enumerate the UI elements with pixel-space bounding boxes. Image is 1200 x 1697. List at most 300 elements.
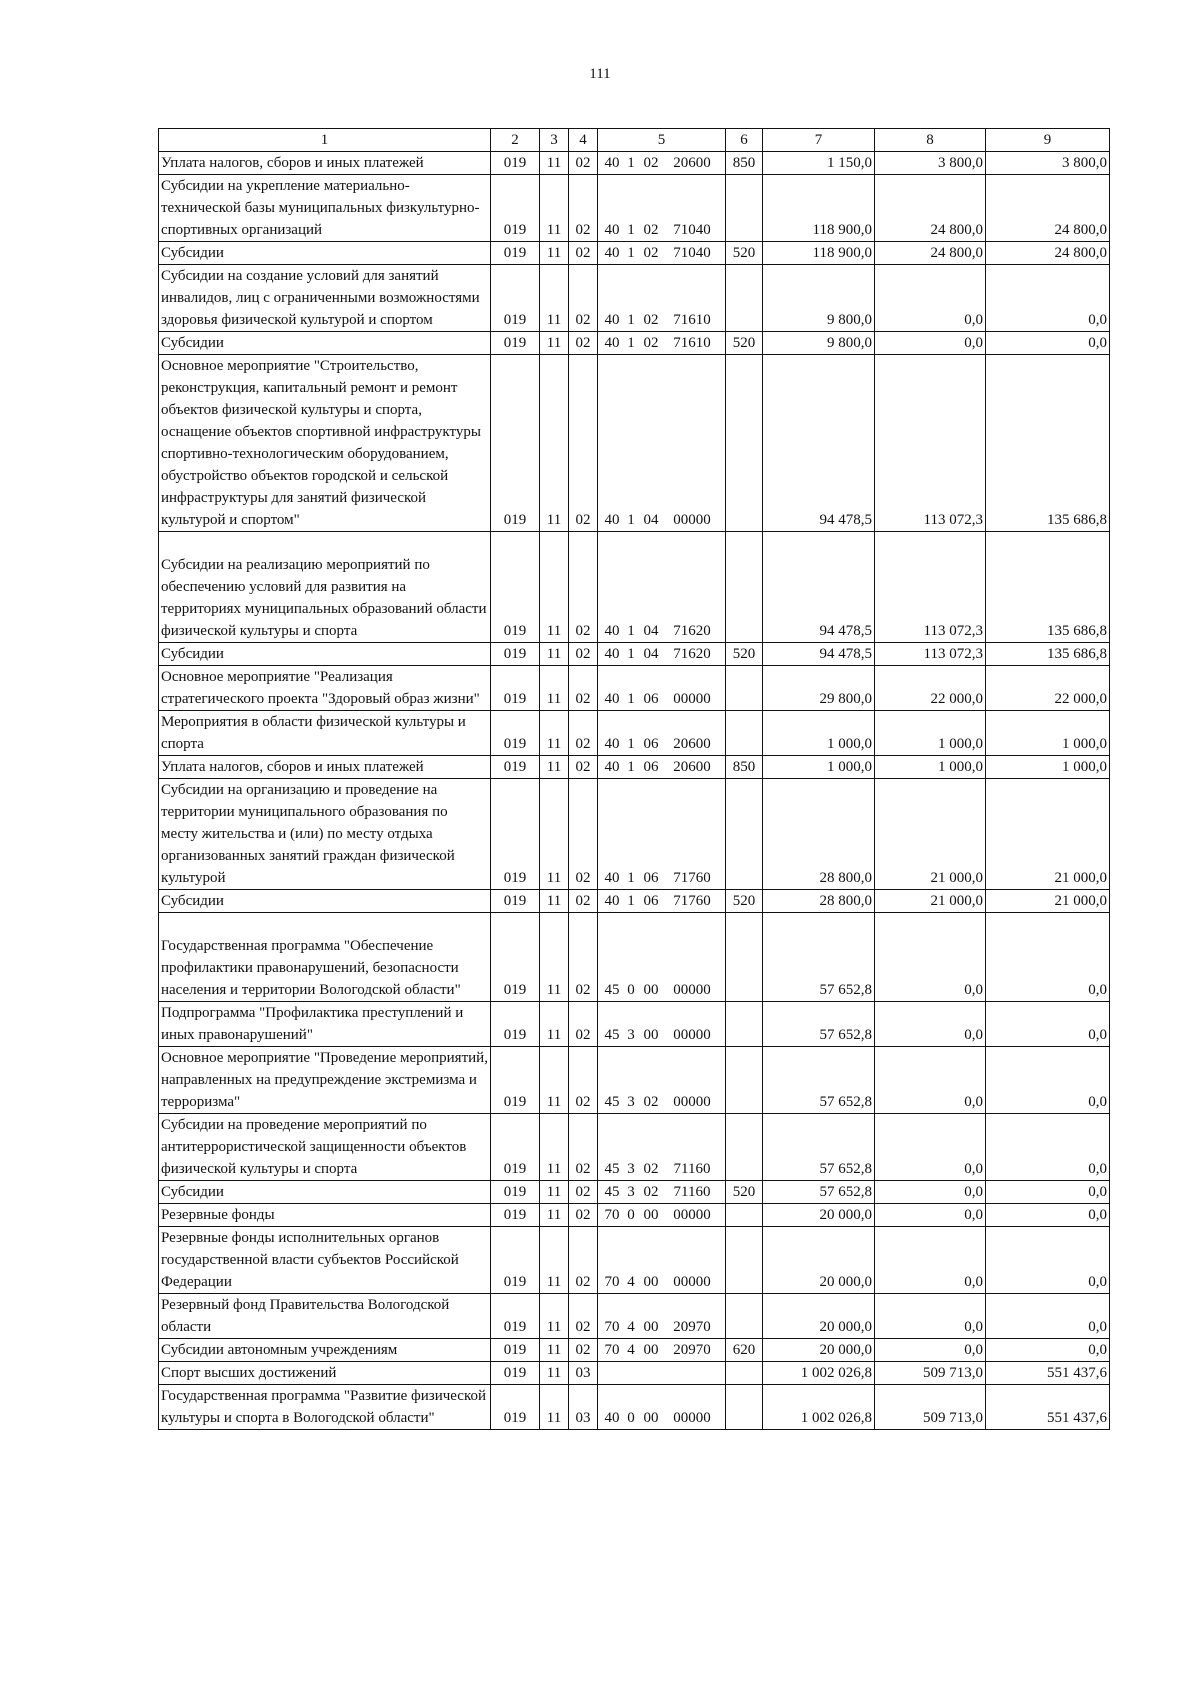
col-9-value: 24 800,0 bbox=[986, 242, 1110, 265]
code-part: 02 bbox=[643, 222, 659, 238]
target-code bbox=[600, 1204, 723, 1226]
col-6-value bbox=[726, 666, 763, 711]
table-row bbox=[159, 175, 1110, 242]
col-3-value: 11 bbox=[540, 643, 569, 666]
col-3-value: 11 bbox=[540, 779, 569, 890]
col-9-value: 0,0 bbox=[986, 913, 1110, 1002]
target-code bbox=[600, 332, 723, 354]
row-name: Уплата налогов, сборов и иных платежей bbox=[159, 756, 491, 779]
col-5-code bbox=[598, 532, 726, 643]
col-4-value: 02 bbox=[569, 265, 598, 332]
col-4-value: 02 bbox=[569, 756, 598, 779]
col-2-value: 019 bbox=[491, 643, 540, 666]
col-4-value: 02 bbox=[569, 152, 598, 175]
col-2-value: 019 bbox=[491, 779, 540, 890]
code-part: 02 bbox=[643, 245, 659, 261]
col-9-value: 1 000,0 bbox=[986, 756, 1110, 779]
code-part: 45 bbox=[604, 1027, 620, 1043]
target-code bbox=[600, 219, 723, 241]
table-row bbox=[159, 890, 1110, 913]
code-part: 06 bbox=[643, 736, 659, 752]
header-row bbox=[159, 129, 1110, 152]
table-body bbox=[159, 152, 1110, 1430]
code-part: 04 bbox=[643, 623, 659, 639]
target-code bbox=[600, 733, 723, 755]
col-8-value: 509 713,0 bbox=[875, 1362, 986, 1385]
col-3-value: 11 bbox=[540, 1204, 569, 1227]
code-part: 71160 bbox=[673, 1184, 711, 1200]
col-4-value: 03 bbox=[569, 1385, 598, 1430]
col-3-value: 11 bbox=[540, 1181, 569, 1204]
table-row bbox=[159, 1114, 1110, 1181]
col-4-value: 02 bbox=[569, 1227, 598, 1294]
col-6-value bbox=[726, 1362, 763, 1385]
col-8-value: 21 000,0 bbox=[875, 890, 986, 913]
col-6-value bbox=[726, 913, 763, 1002]
column-header: 4 bbox=[569, 129, 598, 152]
page-number: 111 bbox=[589, 66, 611, 82]
row-name: Субсидии на укрепление материально-технической базы муниципальных физкультурно-спортивных организаций bbox=[159, 175, 491, 242]
col-8-value: 1 000,0 bbox=[875, 711, 986, 756]
row-name: Субсидии bbox=[159, 242, 491, 265]
table-row bbox=[159, 532, 1110, 643]
col-5-code bbox=[598, 643, 726, 666]
col-4-value: 02 bbox=[569, 779, 598, 890]
col-5-code bbox=[598, 1294, 726, 1339]
col-6-value bbox=[726, 1204, 763, 1227]
row-name: Основное мероприятие "Реализация стратегического проекта "Здоровый образ жизни" bbox=[159, 666, 491, 711]
col-2-value: 019 bbox=[491, 1002, 540, 1047]
row-name: Субсидии автономным учреждениям bbox=[159, 1339, 491, 1362]
target-code bbox=[600, 643, 723, 665]
row-name: Спорт высших достижений bbox=[159, 1362, 491, 1385]
target-code bbox=[600, 979, 723, 1001]
col-7-value: 94 478,5 bbox=[763, 355, 875, 532]
code-part: 00000 bbox=[673, 982, 711, 998]
col-8-value: 0,0 bbox=[875, 1002, 986, 1047]
column-header: 5 bbox=[598, 129, 726, 152]
col-7-value: 1 002 026,8 bbox=[763, 1385, 875, 1430]
table-row bbox=[159, 355, 1110, 532]
col-9-value: 0,0 bbox=[986, 1114, 1110, 1181]
col-8-value: 0,0 bbox=[875, 1339, 986, 1362]
code-part: 00 bbox=[643, 1410, 659, 1426]
col-3-value: 11 bbox=[540, 1362, 569, 1385]
col-7-value: 28 800,0 bbox=[763, 890, 875, 913]
col-8-value: 1 000,0 bbox=[875, 756, 986, 779]
col-5-code bbox=[598, 779, 726, 890]
code-part: 40 bbox=[604, 736, 620, 752]
col-3-value: 11 bbox=[540, 666, 569, 711]
col-7-value: 57 652,8 bbox=[763, 1114, 875, 1181]
col-9-value: 135 686,8 bbox=[986, 355, 1110, 532]
col-9-value: 22 000,0 bbox=[986, 666, 1110, 711]
col-8-value: 0,0 bbox=[875, 1181, 986, 1204]
code-part: 1 bbox=[627, 155, 635, 171]
col-2-value: 019 bbox=[491, 1047, 540, 1114]
col-5-code bbox=[598, 666, 726, 711]
col-3-value: 11 bbox=[540, 1002, 569, 1047]
target-code bbox=[600, 1407, 723, 1429]
col-6-value bbox=[726, 532, 763, 643]
table-row bbox=[159, 332, 1110, 355]
code-part: 20600 bbox=[673, 155, 711, 171]
row-name: Субсидии bbox=[159, 890, 491, 913]
table-row bbox=[159, 779, 1110, 890]
col-3-value: 11 bbox=[540, 242, 569, 265]
col-2-value: 019 bbox=[491, 1385, 540, 1430]
code-part: 40 bbox=[604, 646, 620, 662]
table-row bbox=[159, 1047, 1110, 1114]
col-2-value: 019 bbox=[491, 890, 540, 913]
row-name: Уплата налогов, сборов и иных платежей bbox=[159, 152, 491, 175]
col-7-value: 94 478,5 bbox=[763, 532, 875, 643]
table-row bbox=[159, 1002, 1110, 1047]
col-5-code bbox=[598, 1002, 726, 1047]
col-2-value: 019 bbox=[491, 242, 540, 265]
code-part: 71160 bbox=[673, 1161, 711, 1177]
row-name: Государственная программа "Развитие физической культуры и спорта в Вологодской области" bbox=[159, 1385, 491, 1430]
target-code bbox=[600, 1271, 723, 1293]
row-name: Субсидии на создание условий для занятий инвалидов, лиц с ограниченными возможностями здоровья физической культурой и спортом bbox=[159, 265, 491, 332]
col-3-value: 11 bbox=[540, 756, 569, 779]
col-6-value bbox=[726, 175, 763, 242]
col-9-value: 0,0 bbox=[986, 1181, 1110, 1204]
code-part: 02 bbox=[643, 312, 659, 328]
col-9-value: 24 800,0 bbox=[986, 175, 1110, 242]
code-part: 4 bbox=[627, 1319, 635, 1335]
col-2-value: 019 bbox=[491, 1181, 540, 1204]
col-3-value: 11 bbox=[540, 1227, 569, 1294]
code-part: 3 bbox=[627, 1027, 635, 1043]
table-row bbox=[159, 1362, 1110, 1385]
code-part: 71610 bbox=[673, 312, 711, 328]
col-2-value: 019 bbox=[491, 756, 540, 779]
col-9-value: 0,0 bbox=[986, 265, 1110, 332]
col-2-value: 019 bbox=[491, 175, 540, 242]
target-code bbox=[600, 309, 723, 331]
col-6-value bbox=[726, 1114, 763, 1181]
col-3-value: 11 bbox=[540, 890, 569, 913]
col-9-value: 21 000,0 bbox=[986, 890, 1110, 913]
column-header: 9 bbox=[986, 129, 1110, 152]
col-6-value bbox=[726, 265, 763, 332]
target-code bbox=[600, 1158, 723, 1180]
col-8-value: 113 072,3 bbox=[875, 643, 986, 666]
col-4-value: 02 bbox=[569, 332, 598, 355]
col-7-value: 57 652,8 bbox=[763, 1181, 875, 1204]
code-part: 3 bbox=[627, 1094, 635, 1110]
col-5-code bbox=[598, 756, 726, 779]
col-5-code bbox=[598, 242, 726, 265]
col-2-value: 019 bbox=[491, 1339, 540, 1362]
code-part: 71760 bbox=[673, 870, 711, 886]
table-row bbox=[159, 242, 1110, 265]
col-6-value bbox=[726, 779, 763, 890]
col-6-value: 520 bbox=[726, 332, 763, 355]
col-8-value: 21 000,0 bbox=[875, 779, 986, 890]
col-4-value: 02 bbox=[569, 175, 598, 242]
col-7-value: 20 000,0 bbox=[763, 1294, 875, 1339]
col-8-value: 0,0 bbox=[875, 913, 986, 1002]
code-part: 1 bbox=[627, 623, 635, 639]
table-row bbox=[159, 1339, 1110, 1362]
col-2-value: 019 bbox=[491, 1204, 540, 1227]
code-part: 1 bbox=[627, 893, 635, 909]
code-part: 40 bbox=[604, 155, 620, 171]
col-8-value: 0,0 bbox=[875, 1114, 986, 1181]
table-row bbox=[159, 913, 1110, 1002]
col-9-value: 551 437,6 bbox=[986, 1362, 1110, 1385]
row-name: Основное мероприятие "Проведение мероприятий, направленных на предупреждение экстремизма и терроризма" bbox=[159, 1047, 491, 1114]
col-8-value: 0,0 bbox=[875, 332, 986, 355]
code-part: 40 bbox=[604, 623, 620, 639]
col-7-value: 1 000,0 bbox=[763, 756, 875, 779]
col-8-value: 0,0 bbox=[875, 265, 986, 332]
col-8-value: 509 713,0 bbox=[875, 1385, 986, 1430]
col-9-value: 0,0 bbox=[986, 332, 1110, 355]
row-name: Резервные фонды bbox=[159, 1204, 491, 1227]
column-header: 2 bbox=[491, 129, 540, 152]
col-4-value: 02 bbox=[569, 532, 598, 643]
col-9-value: 1 000,0 bbox=[986, 711, 1110, 756]
target-code bbox=[600, 1181, 723, 1203]
table-row bbox=[159, 711, 1110, 756]
code-part: 00 bbox=[643, 1274, 659, 1290]
row-name: Субсидии на организацию и проведение на территории муниципального образования по месту жительства и (или) по месту отдыха организованных занятий граждан физической культурой bbox=[159, 779, 491, 890]
row-name: Резервные фонды исполнительных органов государственной власти субъектов Российской Федерации bbox=[159, 1227, 491, 1294]
col-9-value: 0,0 bbox=[986, 1294, 1110, 1339]
col-8-value: 0,0 bbox=[875, 1294, 986, 1339]
code-part: 02 bbox=[643, 1161, 659, 1177]
code-part: 1 bbox=[627, 335, 635, 351]
code-part: 02 bbox=[643, 335, 659, 351]
col-5-code bbox=[598, 1227, 726, 1294]
col-6-value bbox=[726, 1385, 763, 1430]
code-part: 20970 bbox=[673, 1342, 711, 1358]
col-3-value: 11 bbox=[540, 175, 569, 242]
col-5-code bbox=[598, 1047, 726, 1114]
col-3-value: 11 bbox=[540, 1339, 569, 1362]
target-code bbox=[600, 242, 723, 264]
col-3-value: 11 bbox=[540, 711, 569, 756]
code-part: 40 bbox=[604, 759, 620, 775]
col-6-value: 620 bbox=[726, 1339, 763, 1362]
code-part: 00 bbox=[643, 1319, 659, 1335]
col-2-value: 019 bbox=[491, 711, 540, 756]
code-part: 70 bbox=[604, 1274, 620, 1290]
col-5-code bbox=[598, 1385, 726, 1430]
col-5-code bbox=[598, 175, 726, 242]
code-part: 06 bbox=[643, 759, 659, 775]
col-4-value: 02 bbox=[569, 711, 598, 756]
code-part: 00 bbox=[643, 982, 659, 998]
row-name: Субсидии bbox=[159, 643, 491, 666]
column-header: 1 bbox=[159, 129, 491, 152]
code-part: 71040 bbox=[673, 222, 711, 238]
row-name: Субсидии bbox=[159, 332, 491, 355]
row-name: Субсидии на проведение мероприятий по антитеррористической защищенности объектов физической культуры и спорта bbox=[159, 1114, 491, 1181]
col-9-value: 551 437,6 bbox=[986, 1385, 1110, 1430]
target-code bbox=[600, 1091, 723, 1113]
col-9-value: 0,0 bbox=[986, 1002, 1110, 1047]
col-4-value: 02 bbox=[569, 913, 598, 1002]
col-2-value: 019 bbox=[491, 332, 540, 355]
target-code bbox=[600, 620, 723, 642]
code-part: 4 bbox=[627, 1342, 635, 1358]
col-7-value: 118 900,0 bbox=[763, 242, 875, 265]
col-3-value: 11 bbox=[540, 152, 569, 175]
code-part: 00 bbox=[643, 1027, 659, 1043]
col-7-value: 20 000,0 bbox=[763, 1227, 875, 1294]
code-part: 20600 bbox=[673, 736, 711, 752]
col-6-value: 520 bbox=[726, 890, 763, 913]
code-part: 40 bbox=[604, 1410, 620, 1426]
col-4-value: 02 bbox=[569, 1114, 598, 1181]
col-7-value: 1 000,0 bbox=[763, 711, 875, 756]
col-7-value: 20 000,0 bbox=[763, 1204, 875, 1227]
target-code bbox=[600, 867, 723, 889]
code-part: 40 bbox=[604, 335, 620, 351]
table-row bbox=[159, 1294, 1110, 1339]
code-part: 06 bbox=[643, 691, 659, 707]
table-row bbox=[159, 1181, 1110, 1204]
row-name: Мероприятия в области физической культуры и спорта bbox=[159, 711, 491, 756]
code-part: 45 bbox=[604, 1184, 620, 1200]
col-3-value: 11 bbox=[540, 913, 569, 1002]
code-part: 71620 bbox=[673, 623, 711, 639]
code-part: 4 bbox=[627, 1274, 635, 1290]
col-9-value: 0,0 bbox=[986, 1227, 1110, 1294]
code-part: 71610 bbox=[673, 335, 711, 351]
table-row bbox=[159, 265, 1110, 332]
col-7-value: 9 800,0 bbox=[763, 265, 875, 332]
col-3-value: 11 bbox=[540, 265, 569, 332]
col-8-value: 24 800,0 bbox=[875, 175, 986, 242]
col-9-value: 0,0 bbox=[986, 1047, 1110, 1114]
code-part: 1 bbox=[627, 646, 635, 662]
code-part: 1 bbox=[627, 759, 635, 775]
col-4-value: 02 bbox=[569, 1204, 598, 1227]
col-2-value: 019 bbox=[491, 666, 540, 711]
column-header: 3 bbox=[540, 129, 569, 152]
code-part: 02 bbox=[643, 155, 659, 171]
col-2-value: 019 bbox=[491, 1114, 540, 1181]
target-code bbox=[600, 1024, 723, 1046]
col-4-value: 02 bbox=[569, 643, 598, 666]
col-8-value: 0,0 bbox=[875, 1227, 986, 1294]
col-9-value: 21 000,0 bbox=[986, 779, 1110, 890]
table-row bbox=[159, 152, 1110, 175]
col-4-value: 02 bbox=[569, 1047, 598, 1114]
col-5-code bbox=[598, 711, 726, 756]
code-part: 71620 bbox=[673, 646, 711, 662]
code-part: 00000 bbox=[673, 1410, 711, 1426]
col-2-value: 019 bbox=[491, 1294, 540, 1339]
col-4-value: 02 bbox=[569, 1294, 598, 1339]
col-7-value: 20 000,0 bbox=[763, 1339, 875, 1362]
row-name: Субсидии на реализацию мероприятий по обеспечению условий для развития на территориях муниципальных образований области физической культуры и спорта bbox=[159, 532, 491, 643]
col-9-value: 135 686,8 bbox=[986, 532, 1110, 643]
col-7-value: 118 900,0 bbox=[763, 175, 875, 242]
col-6-value bbox=[726, 711, 763, 756]
code-part: 70 bbox=[604, 1207, 620, 1223]
col-6-value bbox=[726, 1227, 763, 1294]
code-part: 1 bbox=[627, 222, 635, 238]
column-header: 8 bbox=[875, 129, 986, 152]
code-part: 45 bbox=[604, 1161, 620, 1177]
row-name: Подпрограмма "Профилактика преступлений и иных правонарушений" bbox=[159, 1002, 491, 1047]
code-part: 00000 bbox=[673, 1094, 711, 1110]
target-code bbox=[600, 1339, 723, 1361]
code-part: 20970 bbox=[673, 1319, 711, 1335]
col-6-value bbox=[726, 1047, 763, 1114]
code-part: 40 bbox=[604, 512, 620, 528]
code-part: 1 bbox=[627, 870, 635, 886]
col-6-value: 520 bbox=[726, 643, 763, 666]
code-part: 3 bbox=[627, 1161, 635, 1177]
col-8-value: 22 000,0 bbox=[875, 666, 986, 711]
col-6-value: 520 bbox=[726, 1181, 763, 1204]
col-9-value: 0,0 bbox=[986, 1204, 1110, 1227]
col-8-value: 3 800,0 bbox=[875, 152, 986, 175]
col-9-value: 0,0 bbox=[986, 1339, 1110, 1362]
row-name: Государственная программа "Обеспечение профилактики правонарушений, безопасности населения и территории Вологодской области" bbox=[159, 913, 491, 1002]
code-part: 40 bbox=[604, 870, 620, 886]
col-2-value: 019 bbox=[491, 152, 540, 175]
col-8-value: 0,0 bbox=[875, 1047, 986, 1114]
col-5-code bbox=[598, 1204, 726, 1227]
code-part: 45 bbox=[604, 1094, 620, 1110]
code-part: 06 bbox=[643, 893, 659, 909]
row-name: Субсидии bbox=[159, 1181, 491, 1204]
code-part: 0 bbox=[627, 1410, 635, 1426]
code-part: 00000 bbox=[673, 691, 711, 707]
row-name: Резервный фонд Правительства Вологодской области bbox=[159, 1294, 491, 1339]
target-code bbox=[600, 756, 723, 778]
col-3-value: 11 bbox=[540, 332, 569, 355]
col-5-code bbox=[598, 913, 726, 1002]
col-4-value: 02 bbox=[569, 1002, 598, 1047]
col-7-value: 28 800,0 bbox=[763, 779, 875, 890]
code-part: 02 bbox=[643, 1094, 659, 1110]
col-5-code bbox=[598, 1339, 726, 1362]
table-row bbox=[159, 1204, 1110, 1227]
code-part: 70 bbox=[604, 1319, 620, 1335]
col-9-value: 3 800,0 bbox=[986, 152, 1110, 175]
col-7-value: 29 800,0 bbox=[763, 666, 875, 711]
code-part: 04 bbox=[643, 512, 659, 528]
col-8-value: 0,0 bbox=[875, 1204, 986, 1227]
col-7-value: 57 652,8 bbox=[763, 1047, 875, 1114]
col-3-value: 11 bbox=[540, 1385, 569, 1430]
col-2-value: 019 bbox=[491, 1227, 540, 1294]
col-5-code bbox=[598, 355, 726, 532]
col-6-value: 850 bbox=[726, 756, 763, 779]
col-4-value: 02 bbox=[569, 1339, 598, 1362]
code-part: 71040 bbox=[673, 245, 711, 261]
col-8-value: 113 072,3 bbox=[875, 355, 986, 532]
table-row bbox=[159, 643, 1110, 666]
code-part: 3 bbox=[627, 1184, 635, 1200]
col-4-value: 02 bbox=[569, 242, 598, 265]
table-row bbox=[159, 1227, 1110, 1294]
target-code bbox=[600, 509, 723, 531]
code-part: 40 bbox=[604, 691, 620, 707]
col-3-value: 11 bbox=[540, 1114, 569, 1181]
col-3-value: 11 bbox=[540, 1047, 569, 1114]
budget-table bbox=[158, 128, 1110, 1430]
